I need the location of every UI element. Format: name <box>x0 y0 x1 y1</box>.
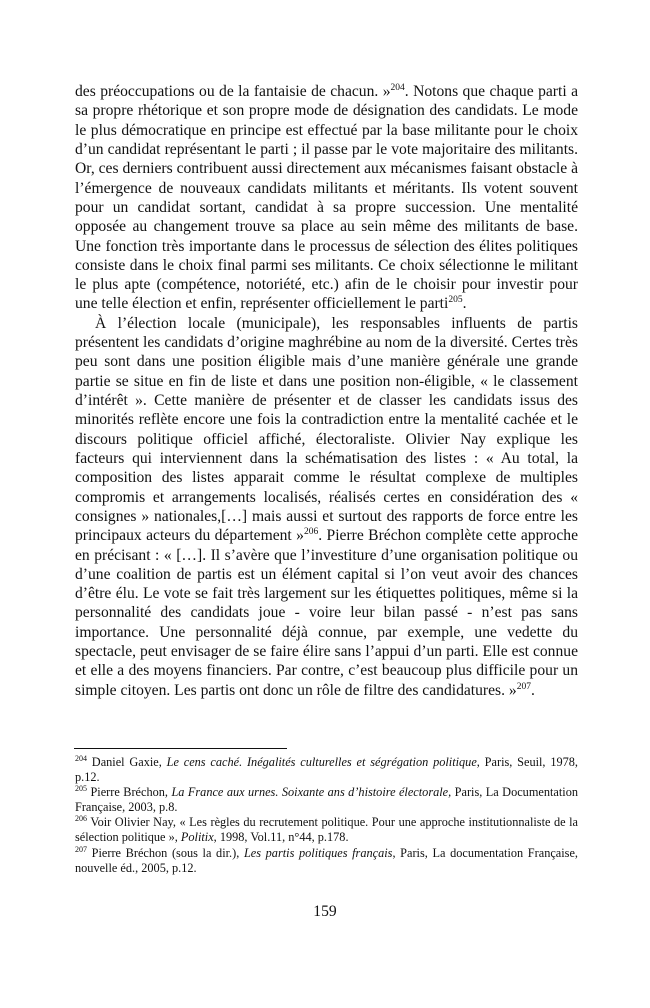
footnote-text: Paris, La Documentation Française, 2003, p.8. <box>75 785 578 815</box>
paragraph-text: . <box>530 681 535 699</box>
paragraph-2 <box>75 314 578 700</box>
footnote-text: Daniel Gaxie, <box>87 755 167 769</box>
footnote-text: , 1998, Vol.11, n°44, p.178. <box>213 830 349 845</box>
footnote-207 <box>75 846 578 876</box>
footnote-number: 206 <box>75 814 87 824</box>
footnote-text: Voir Olivier Nay, « Les règles du recrutement politique. Pour une approche institutionnaliste de la sélection politique », <box>75 815 578 845</box>
page-number: 159 <box>313 903 337 920</box>
body-text <box>75 82 578 700</box>
footnote-ref-205[interactable]: 205 <box>448 295 463 306</box>
paragraph-text: À l’élection locale (municipale), les responsables influents de partis présentent les candidats d’origine maghrébine au nom de la diversité. Certes très peu sont dans une position éligible mais d’une manière générale une grande partie se situe en fin de liste et dans une position non-éligible, « le classement d’intérêt ». Cette manière de présenter et de classer les candidats issus des minorités reflète encore une fois la contradiction entre la mentalité cachée et le discours politique officiel affiché, électoraliste. Olivier Nay explique les facteurs qui interviennent dans la schématisation des listes : « Au total, la composition des listes apparait comme le résultat complexe de multiples compromis et arrangements localisés, réalisés certes en considération des « consignes » nationales,[…] mais aussi et surtout des rapports de force entre les principaux acteurs du département » <box>75 314 578 545</box>
paragraph-text: des préoccupations ou de la fantaisie de chacun. » <box>75 83 391 100</box>
paragraph-text: . Pierre Bréchon complète cette approche en précisant : « […]. Il s’avère que l’investiture d’une organisation politique ou d’une coalition de partis est un élément capital si l’on veut avoir des chances d’être élu. Le vote se fait très largement sur les étiquettes politiques, même si la personnalité des candidats joue - voire leur bilan passé - n’est pas sans importance. Une personnalité déjà connue, par exemple, une vedette du spectacle, peut envisager de se faire élire sans l’appui d’un parti. Elle est connue et elle a des moyens financiers. Par contre, c’est beaucoup plus difficile pour un simple citoyen. Les partis ont donc un rôle de filtre des candidatures. » <box>75 527 578 699</box>
footnote-number: 204 <box>75 754 87 763</box>
footnote-title: Politix <box>180 830 214 845</box>
paragraph-text: . Notons que chaque parti a sa propre rhétorique et son propre mode de désignation des candidats. Le mode le plus démocratique en principe est effectué par la base militante pour le choix d’un candidat représentant le parti ; il passe par le vote majoritaire des militants. Or, ces derniers contribuent aussi directement aux mécanismes faisant obstacle à l’émergence de nouveaux candidats militants et méritants. Ils votent souvent pour un candidat sortant, candidat à sa propre succession. Une mentalité opposée au changement trouve sa place au sein même des militants de base. Une fonction très importante dans le processus de sélection des élites politiques consiste dans le choix final parmi ses militants. Ce choix sélectionne le militant le plus apte (compétence, notoriété, etc.) afin de le choisir pour investir pour une telle élection et enfin, représenter officiellement le parti <box>75 83 578 313</box>
footnote-number: 207 <box>75 844 87 854</box>
footnote-205 <box>75 785 578 815</box>
paragraph-1 <box>75 82 578 314</box>
footnote-204 <box>75 755 578 785</box>
footnote-text: , Paris, Seuil, 1978, p.12. <box>75 755 578 785</box>
footnote-separator <box>74 748 287 749</box>
footnote-title: Les partis politiques français <box>243 845 393 860</box>
footnote-number: 205 <box>75 784 87 794</box>
footnote-text: Pierre Bréchon (sous la dir.), <box>87 845 244 860</box>
footnote-ref-204[interactable]: 204 <box>390 83 405 93</box>
footnote-title: La France aux urnes. Soixante ans d’histoire électorale, <box>171 785 452 800</box>
paragraph-text: . <box>462 295 467 313</box>
footnotes <box>75 755 578 876</box>
footnote-206 <box>75 815 578 845</box>
footnote-title: Le cens caché. Inégalités culturelles et ségrégation politique <box>166 755 477 769</box>
footnote-ref-206[interactable]: 206 <box>303 527 319 538</box>
footnote-text: Pierre Bréchon, <box>87 785 172 800</box>
footnote-ref-207[interactable]: 207 <box>516 681 531 692</box>
footnote-text: , Paris, La documentation Française, nouvelle éd., 2005, p.12. <box>75 845 578 875</box>
